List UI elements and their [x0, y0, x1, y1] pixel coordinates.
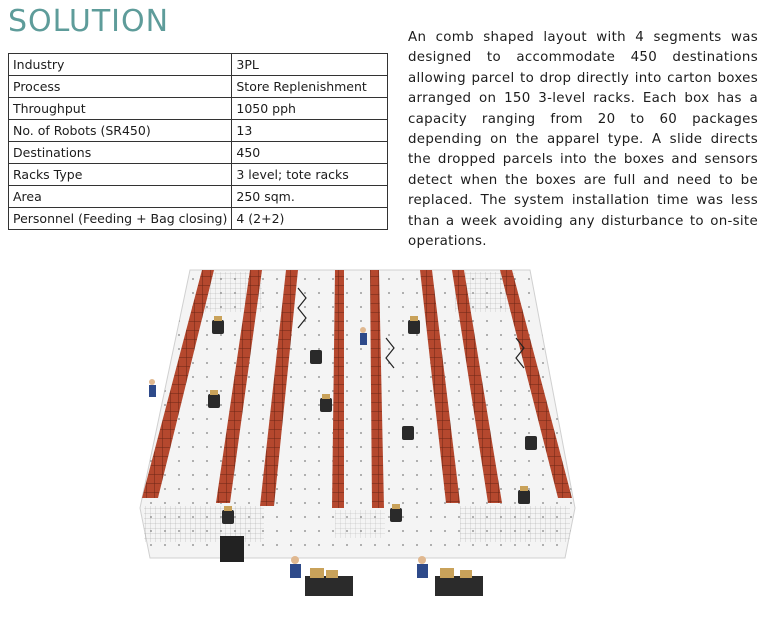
spec-value: 450: [232, 142, 388, 164]
spec-label: Personnel (Feeding + Bag closing): [9, 208, 232, 230]
spec-label: No. of Robots (SR450): [9, 120, 232, 142]
table-row: [9, 142, 388, 164]
table-row: [9, 208, 388, 230]
spec-value: Store Replenishment: [232, 76, 388, 98]
spec-value: 3PL: [232, 54, 388, 76]
spec-value: 3 level; tote racks: [232, 164, 388, 186]
spec-label: Process: [9, 76, 232, 98]
front-fence: [460, 506, 570, 542]
table-row: [9, 54, 388, 76]
spec-label: Destinations: [9, 142, 232, 164]
table-row: [9, 164, 388, 186]
spec-value: 13: [232, 120, 388, 142]
front-fence: [144, 506, 264, 542]
section-title: SOLUTION: [8, 4, 170, 39]
warehouse-layout-illustration: [130, 258, 590, 623]
table-row: [9, 120, 388, 142]
table-row: [9, 186, 388, 208]
spec-value: 4 (2+2): [232, 208, 388, 230]
spec-label: Racks Type: [9, 164, 232, 186]
table-row: [9, 76, 388, 98]
spec-label: Industry: [9, 54, 232, 76]
spec-label: Throughput: [9, 98, 232, 120]
specs-table: [8, 53, 388, 230]
spec-value: 1050 pph: [232, 98, 388, 120]
table-row: [9, 98, 388, 120]
spec-label: Area: [9, 186, 232, 208]
solution-description: An comb shaped layout with 4 segments was designed to accommodate 450 destinations allowing parcel to drop directly into carton boxes arranged on 150 3-level racks. Each box has a capacity ranging from 20 to 60 packages depending on the apparel type. A slide directs the dropped parcels into the boxes and sensors detect when the boxes are full and need to be replaced. The system installation time was less than a week avoiding any disturbance to on-site operations.: [408, 30, 758, 250]
spec-value: 250 sqm.: [232, 186, 388, 208]
front-fence: [335, 510, 385, 538]
